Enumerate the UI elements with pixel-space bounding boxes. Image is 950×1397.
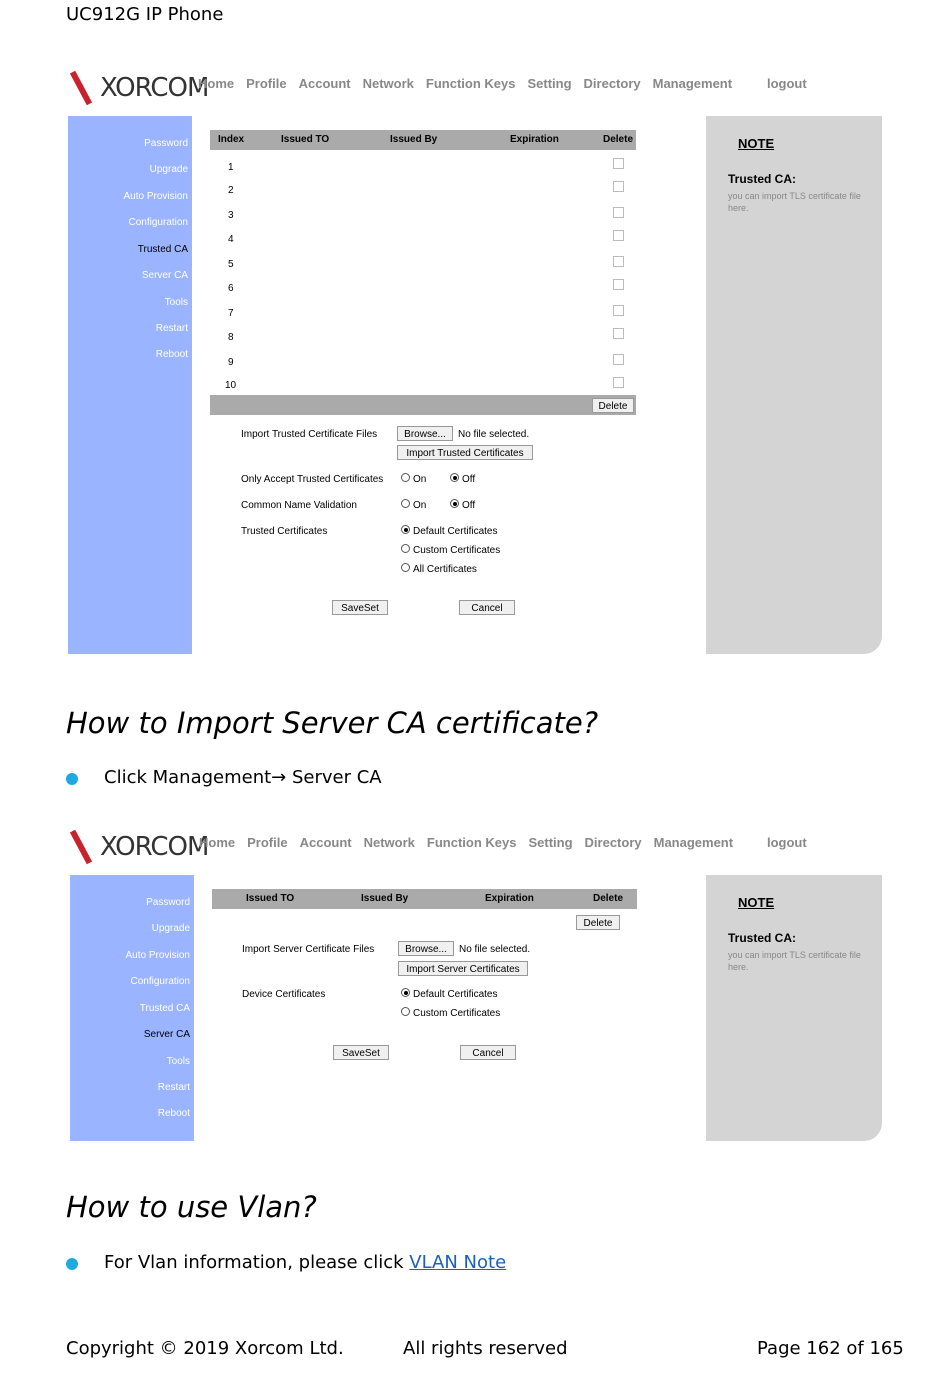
nav-directory[interactable]: Directory — [583, 76, 641, 91]
sidebar-item-upgrade[interactable]: Upgrade — [151, 923, 190, 934]
sidebar-item-reboot[interactable]: Reboot — [157, 1108, 190, 1119]
cancel-button[interactable]: Cancel — [460, 1045, 516, 1060]
nav-links — [199, 835, 745, 850]
only-accept-on-label: On — [413, 474, 427, 485]
common-name-label: Common Name Validation — [241, 500, 357, 511]
saveset-button[interactable]: SaveSet — [333, 1045, 389, 1060]
nav-home[interactable]: Home — [199, 835, 236, 850]
top-nav — [66, 62, 884, 110]
nav-account[interactable]: Account — [299, 835, 352, 850]
nav-network[interactable]: Network — [362, 76, 414, 91]
note-panel — [706, 875, 882, 1141]
browse-button[interactable]: Browse... — [397, 426, 453, 441]
nav-management[interactable]: Management — [653, 835, 734, 850]
col-issued-by: Issued By — [361, 893, 409, 904]
default-certs-radio[interactable] — [401, 988, 410, 997]
sidebar-item-password[interactable]: Password — [146, 897, 190, 908]
note-subtitle: Trusted CA: — [728, 931, 797, 945]
sidebar-item-trusted-ca[interactable]: Trusted CA — [137, 244, 188, 255]
xorcom-logo: XORCOM — [70, 827, 196, 867]
nav-function-keys[interactable]: Function Keys — [426, 835, 517, 850]
nav-directory[interactable]: Directory — [584, 835, 642, 850]
sidebar-item-restart[interactable]: Restart — [155, 323, 188, 334]
logout-link[interactable]: logout — [767, 76, 807, 91]
row-index: 1 — [228, 162, 234, 173]
sidebar-item-auto-provision[interactable]: Auto Provision — [125, 950, 190, 961]
row-delete-checkbox[interactable] — [613, 230, 624, 241]
row-index: 10 — [225, 380, 237, 391]
footer-copyright: Copyright © 2019 Xorcom Ltd. — [66, 1338, 344, 1359]
only-accept-on-radio[interactable] — [401, 473, 410, 482]
sidebar-item-upgrade[interactable]: Upgrade — [149, 164, 188, 175]
delete-button[interactable]: Delete — [576, 915, 620, 930]
certificate-table-header — [210, 130, 636, 150]
xorcom-logo: XORCOM — [70, 68, 196, 108]
bullet-dot-icon — [66, 1258, 78, 1270]
import-trusted-button[interactable]: Import Trusted Certificates — [397, 445, 533, 460]
note-panel — [706, 116, 882, 654]
sidebar-item-server-ca[interactable]: Server CA — [143, 1029, 190, 1040]
col-issued-by: Issued By — [390, 134, 438, 145]
row-delete-checkbox[interactable] — [613, 207, 624, 218]
trusted-ca-screenshot — [66, 62, 884, 656]
sidebar-item-configuration[interactable]: Configuration — [130, 976, 190, 987]
col-issued-to: Issued TO — [281, 134, 330, 145]
col-expiration: Expiration — [510, 134, 559, 145]
import-server-button[interactable]: Import Server Certificates — [398, 961, 528, 976]
nav-account[interactable]: Account — [298, 76, 351, 91]
note-subtitle: Trusted CA: — [728, 172, 797, 186]
nav-home[interactable]: Home — [198, 76, 235, 91]
all-certs-radio[interactable] — [401, 563, 410, 572]
top-nav — [66, 821, 884, 869]
sidebar-item-trusted-ca[interactable]: Trusted CA — [139, 1003, 190, 1014]
default-certs-label: Default Certificates — [413, 989, 498, 1000]
common-name-on-radio[interactable] — [401, 499, 410, 508]
vlan-note-link[interactable]: VLAN Note — [409, 1252, 507, 1273]
bullet-text-prefix: For Vlan information, please click — [104, 1252, 410, 1273]
nav-setting[interactable]: Setting — [528, 835, 573, 850]
sidebar-item-reboot[interactable]: Reboot — [155, 349, 188, 360]
custom-certs-radio[interactable] — [401, 1007, 410, 1016]
server-ca-screenshot — [66, 821, 884, 1143]
col-delete: Delete — [603, 134, 634, 145]
footer-page-number: Page 162 of 165 — [757, 1338, 904, 1359]
bullet-text: Click Management→ Server CA — [104, 767, 382, 788]
document-header: UC912G IP Phone — [66, 4, 224, 25]
nav-management[interactable]: Management — [652, 76, 733, 91]
nav-setting[interactable]: Setting — [527, 76, 572, 91]
sidebar — [68, 116, 192, 654]
nav-profile[interactable]: Profile — [246, 76, 287, 91]
default-certs-label: Default Certificates — [413, 526, 498, 537]
sidebar — [70, 875, 194, 1141]
common-name-off-label: Off — [462, 500, 476, 511]
row-delete-checkbox[interactable] — [613, 181, 624, 192]
sidebar-item-server-ca[interactable]: Server CA — [141, 270, 188, 281]
sidebar-item-password[interactable]: Password — [144, 138, 188, 149]
row-delete-checkbox[interactable] — [613, 279, 624, 290]
default-certs-radio[interactable] — [401, 525, 410, 534]
col-delete: Delete — [593, 893, 624, 904]
nav-function-keys[interactable]: Function Keys — [425, 76, 516, 91]
sidebar-item-tools[interactable]: Tools — [164, 297, 188, 308]
only-accept-label: Only Accept Trusted Certificates — [241, 474, 384, 485]
row-delete-checkbox[interactable] — [613, 354, 624, 365]
bullet-dot-icon — [66, 773, 78, 785]
no-file-text: No file selected. — [458, 429, 530, 440]
only-accept-off-radio[interactable] — [450, 473, 459, 482]
note-title: NOTE — [738, 895, 775, 910]
nav-profile[interactable]: Profile — [247, 835, 288, 850]
common-name-off-radio[interactable] — [450, 499, 459, 508]
row-delete-checkbox[interactable] — [613, 328, 624, 339]
custom-certs-radio[interactable] — [401, 544, 410, 553]
row-index: 6 — [228, 283, 234, 294]
device-certs-label: Device Certificates — [242, 989, 326, 1000]
row-index: 7 — [228, 308, 234, 319]
col-expiration: Expiration — [485, 893, 534, 904]
logout-link[interactable]: logout — [767, 835, 807, 850]
sidebar-item-auto-provision[interactable]: Auto Provision — [123, 191, 188, 202]
row-delete-checkbox[interactable] — [613, 305, 624, 316]
common-name-on-label: On — [413, 500, 427, 511]
footer-rights: All rights reserved — [403, 1338, 568, 1359]
row-index: 3 — [228, 210, 234, 221]
section-heading-vlan: How to use Vlan? — [66, 1190, 317, 1224]
row-index: 5 — [228, 259, 234, 270]
sidebar-item-configuration[interactable]: Configuration — [128, 217, 188, 228]
delete-button[interactable]: Delete — [592, 398, 634, 413]
note-text: you can import TLS certificate file here. — [728, 191, 861, 213]
certificate-table-header — [212, 889, 637, 909]
col-index: Index — [218, 134, 245, 145]
row-index: 8 — [228, 332, 234, 343]
no-file-text: No file selected. — [459, 944, 531, 955]
import-trusted-label: Import Trusted Certificate Files — [241, 429, 378, 440]
row-delete-checkbox[interactable] — [613, 377, 624, 388]
custom-certs-label: Custom Certificates — [413, 545, 501, 556]
custom-certs-label: Custom Certificates — [413, 1008, 501, 1019]
row-index: 9 — [228, 357, 234, 368]
nav-network[interactable]: Network — [363, 835, 415, 850]
all-certs-label: All Certificates — [413, 564, 477, 575]
note-text: you can import TLS certificate file here. — [728, 950, 861, 972]
row-index: 2 — [228, 185, 234, 196]
bullet-text — [104, 1252, 506, 1273]
browse-button[interactable]: Browse... — [398, 941, 454, 956]
section-heading-server-ca: How to Import Server CA certificate? — [66, 706, 599, 740]
note-title: NOTE — [738, 136, 775, 151]
import-server-label: Import Server Certificate Files — [242, 944, 375, 955]
sidebar-item-restart[interactable]: Restart — [157, 1082, 190, 1093]
table-footer-bar — [210, 395, 636, 415]
row-delete-checkbox[interactable] — [613, 158, 624, 169]
only-accept-off-label: Off — [462, 474, 476, 485]
sidebar-item-tools[interactable]: Tools — [166, 1056, 190, 1067]
nav-links — [198, 76, 744, 91]
cancel-button[interactable]: Cancel — [459, 600, 515, 615]
saveset-button[interactable]: SaveSet — [332, 600, 388, 615]
row-delete-checkbox[interactable] — [613, 256, 624, 267]
col-issued-to: Issued TO — [246, 893, 295, 904]
row-index: 4 — [228, 234, 234, 245]
trusted-certs-label: Trusted Certificates — [241, 526, 328, 537]
